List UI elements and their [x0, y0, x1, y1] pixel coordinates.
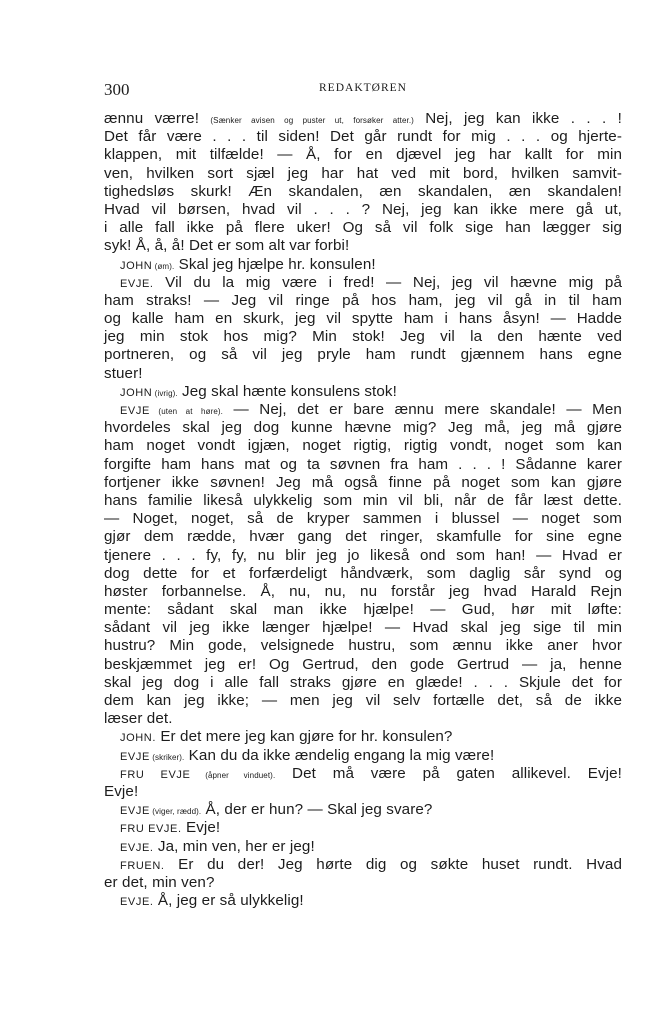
line-text: Det får være . . . til siden! Det går rundt for mig . . . og hjerte- — [104, 128, 622, 146]
text-line — [104, 492, 622, 510]
text-line — [104, 565, 622, 583]
text-line — [104, 765, 622, 783]
text-line — [104, 656, 622, 674]
text-line — [104, 856, 622, 874]
book-page — [104, 80, 622, 910]
speaker-name: FRU EVJE — [120, 768, 191, 781]
text-line — [104, 692, 622, 710]
line-text: ænnu værre! — [104, 110, 211, 127]
line-text: — Noget, noget, så de kryper sammen i blussel — noget som — [104, 510, 622, 528]
line-text: Hvad vil børsen, hvad vil . . . ? Nej, jeg kan ikke mere gå ut, — [104, 200, 622, 218]
line-text: i alle fall ikke på flere uker! Og så vil folk sige han lægger sig — [104, 219, 622, 237]
text-line — [104, 328, 622, 346]
text-line — [104, 292, 622, 310]
text-line — [104, 801, 622, 819]
line-text: ham straks! — Jeg vil ringe på hos ham, jeg vil gå in til ham — [104, 291, 622, 309]
text-line — [104, 510, 622, 528]
line-text: sådant vil jeg ikke længer hjælpe! — Hvad skal jeg sige til min — [104, 619, 622, 637]
text-line — [104, 601, 622, 619]
line-text: Er du der! Jeg hørte dig og søkte huset rundt. Hvad — [164, 855, 622, 873]
line-text: Evje! — [181, 819, 221, 837]
speaker-name: EVJE. — [120, 841, 154, 854]
line-text: hvordeles skal jeg dog kunne hævne mig? Jeg må, jeg må gjøre — [104, 419, 622, 437]
text-line — [104, 819, 622, 837]
text-line — [104, 783, 622, 801]
line-text: Nej, jeg kan ikke . . . ! — [413, 110, 622, 127]
line-text: dog dette for et forfærdeligt håndværk, som daglig sår synd og — [104, 564, 622, 582]
text-line — [104, 892, 622, 910]
line-text: stuer! — [104, 364, 143, 382]
stage-direction: (øm). — [152, 261, 175, 271]
stage-direction: (skriker). — [149, 752, 185, 762]
running-title: REDAKTØREN — [319, 82, 407, 94]
text-line — [104, 583, 622, 601]
speaker-name: JOHN — [120, 259, 153, 272]
line-text: Kan du da ikke ændelig engang la mig være! — [184, 746, 495, 764]
line-text: syk! Å, å, å! Det er som alt var forbi! — [104, 237, 350, 255]
text-line — [104, 528, 622, 546]
speaker-name: FRUEN. — [120, 859, 165, 872]
line-text: tighedsløs skurk! Æn skandalen, æn skandalen, æn skandalen! — [104, 182, 622, 200]
text-line — [104, 256, 622, 274]
line-text: tjenere . . . fy, fy, nu blir jeg jo likeså ond som han! — Hvad er — [104, 546, 622, 564]
stage-direction: (ivrig). — [152, 388, 178, 398]
line-text: læser det. — [104, 710, 173, 728]
line-text: ven, hvilken sort sjæl jeg har hat ved mit bord, hvilken samvit- — [104, 164, 622, 182]
text-line — [104, 419, 622, 437]
speaker-name: EVJE — [120, 750, 150, 763]
line-text: klappen, mit tilfælde! — Å, for en djævel jeg har kallt for min — [104, 146, 622, 164]
line-text: er det, min ven? — [104, 873, 215, 891]
text-line — [104, 674, 622, 692]
line-text: gjør dem rædde, hvær gang det ringer, skamfulle for sine egne — [104, 528, 622, 546]
text-line — [104, 474, 622, 492]
line-text: Det må være på gaten allikevel. Evje! — [275, 764, 622, 782]
text-line — [104, 165, 622, 183]
line-text: portneren, og så vil jeg pryle ham rundt gjænnem hans egne — [104, 346, 622, 364]
text-line — [104, 183, 622, 201]
line-text: dem kan jeg ikke; — men jeg vil selv fortælle det, så de ikke — [104, 692, 622, 709]
text-line — [104, 456, 622, 474]
body-text — [104, 110, 622, 910]
line-text: Skal jeg hjælpe hr. konsulen! — [174, 255, 376, 273]
speaker-name: EVJE. — [120, 277, 154, 290]
stage-direction: (åpner vinduet). — [190, 770, 276, 780]
line-text: mente: sådant skal man ikke hjælpe! — Gud, hør mit løfte: — [104, 601, 622, 619]
stage-direction: (uten at høre). — [149, 407, 223, 416]
line-text: Evje! — [104, 782, 139, 800]
page-header — [104, 80, 622, 104]
line-text: Å, der er hun? — Skal jeg svare? — [201, 801, 433, 819]
line-text: fortjener ikke søvnen! Jeg må også finne på noget som kan gjøre — [104, 473, 622, 491]
text-line — [104, 437, 622, 455]
text-line — [104, 219, 622, 237]
text-line — [104, 383, 622, 401]
text-line — [104, 874, 622, 892]
line-text: beskjæmmet jeg er! Og Gertrud, den gode Gertrud — ja, henne — [104, 655, 622, 673]
text-line — [104, 637, 622, 655]
text-line — [104, 710, 622, 728]
text-line — [104, 365, 622, 383]
line-text: høster forbannelse. Å, nu, nu, nu forstår jeg hvad Harald Rejn — [104, 582, 622, 600]
line-text: Ja, min ven, her er jeg! — [153, 837, 315, 855]
line-text: Å, jeg er så ulykkelig! — [153, 892, 304, 910]
speaker-name: JOHN — [120, 386, 153, 399]
text-line — [104, 346, 622, 364]
line-text: Vil du la mig være i fred! — Nej, jeg vil hævne mig på — [153, 273, 622, 291]
line-text: ham noget vondt igjæn, noget rigtig, rigtig vondt, noget som kan — [104, 437, 622, 455]
line-text: jeg min stok hos mig? Min stok! Jeg vil la den hænte ved — [104, 328, 622, 346]
line-text: — Nej, det er bare ænnu mere skandale! — Men — [223, 401, 622, 418]
text-line — [104, 310, 622, 328]
text-line — [104, 128, 622, 146]
text-line — [104, 728, 622, 746]
speaker-name: FRU EVJE. — [120, 823, 182, 836]
speaker-name: EVJE — [120, 405, 150, 417]
line-text: forgifte ham hans mat og ta søvnen fra ham . . . ! Sådanne karer — [104, 455, 622, 473]
text-line — [104, 619, 622, 637]
line-text: Jeg skal hænte konsulens stok! — [177, 382, 397, 400]
line-text: hans familie likeså ulykkelig som min vil bli, når de får læst dette. — [104, 491, 622, 509]
text-line — [104, 401, 622, 419]
text-line — [104, 237, 622, 255]
line-text: Er det mere jeg kan gjøre for hr. konsulen? — [156, 728, 453, 746]
text-line — [104, 201, 622, 219]
speaker-name: EVJE. — [120, 896, 154, 909]
text-line — [104, 274, 622, 292]
speaker-name: JOHN. — [120, 732, 156, 745]
text-line — [104, 146, 622, 164]
line-text: og kalle ham en skurk, jeg vil spytte ham i hans åsyn! — Hadde — [104, 310, 622, 328]
text-line — [104, 110, 622, 128]
speaker-name: EVJE — [120, 805, 150, 818]
text-line — [104, 547, 622, 565]
stage-direction: (Sænker avisen og puster ut, forsøker atter.) — [210, 116, 414, 125]
line-text: hustru? Min gode, velsignede hustru, som ænnu ikke aner hvor — [104, 637, 622, 655]
text-line — [104, 747, 622, 765]
stage-direction: (viger, rædd). — [149, 807, 202, 817]
text-line — [104, 838, 622, 856]
line-text: skal jeg dog i alle fall straks gjøre en glæde! . . . Skjule det for — [104, 673, 622, 691]
page-number: 300 — [104, 80, 130, 99]
